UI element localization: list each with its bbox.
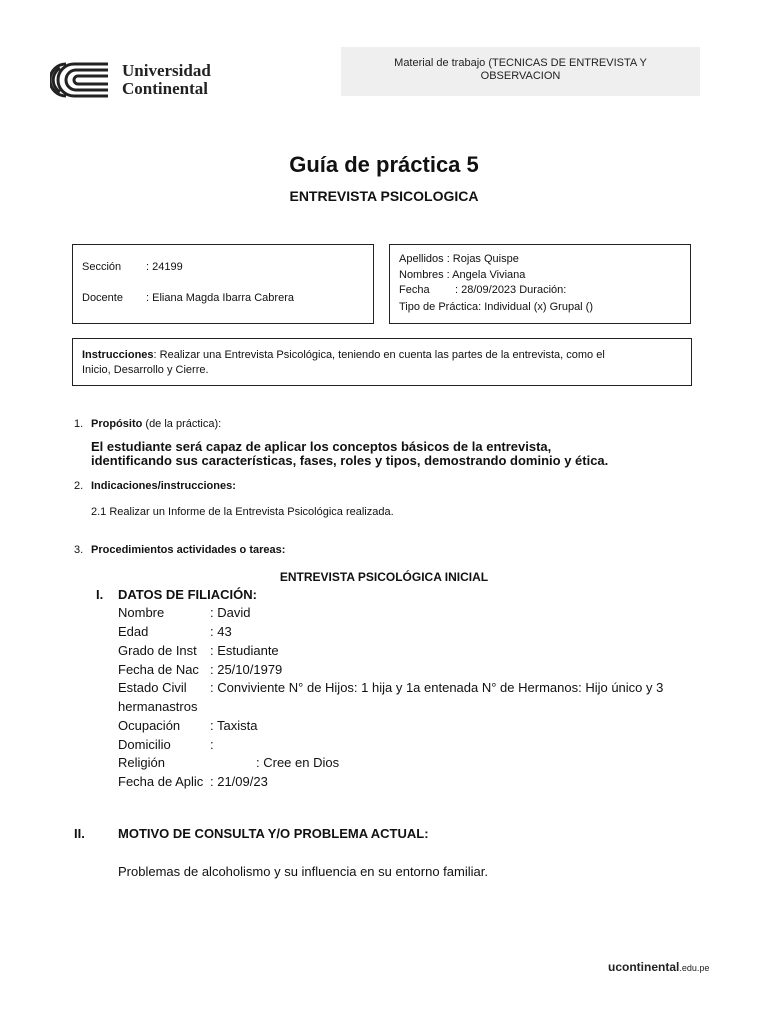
fecha-value: : 28/09/2023 Duración:	[455, 284, 567, 296]
section-1-suffix: (de la práctica):	[142, 418, 222, 430]
section-2-heading: Indicaciones/instrucciones:	[91, 480, 236, 492]
filiacion-row-value: : Estudiante	[210, 643, 279, 658]
filiacion-number: I.	[96, 587, 104, 602]
filiacion-row-label: Fecha de Nac	[118, 662, 199, 677]
filiacion-row-value: : 21/09/23	[210, 774, 268, 789]
filiacion-row-value: : Conviviente N° de Hijos: 1 hija y 1a entenada N° de Hermanos: Hijo único y 3	[210, 680, 664, 695]
interview-title: ENTREVISTA PSICOLÓGICA INICIAL	[279, 570, 489, 584]
fecha-label: Fecha	[399, 284, 430, 296]
university-logo	[50, 60, 230, 102]
continental-logo-icon	[50, 60, 110, 100]
nombres-field: Nombres : Angela Viviana	[399, 269, 526, 281]
section-2-number: 2.	[74, 480, 84, 492]
page-title: Guía de práctica 5	[289, 152, 479, 177]
docente-label: Docente	[82, 292, 123, 304]
filiacion-row-label: hermanastros	[118, 699, 198, 714]
filiacion-row-label: Nombre	[118, 605, 165, 620]
motivo-heading: MOTIVO DE CONSULTA Y/O PROBLEMA ACTUAL:	[118, 826, 429, 841]
filiacion-row-value: : Taxista	[210, 718, 258, 733]
filiacion-row-value: : 43	[210, 624, 232, 639]
filiacion-row-label: Ocupación	[118, 718, 181, 733]
tipo-value: Individual (x) Grupal ()	[481, 301, 594, 313]
section-3-number: 3.	[74, 544, 84, 556]
material-line-2: OBSERVACION	[480, 70, 561, 82]
section-2-item: 2.1 Realizar un Informe de la Entrevista Psicológica realizada.	[91, 506, 394, 518]
filiacion-row-value: : David	[210, 605, 251, 620]
filiacion-row-label: Estado Civil	[118, 680, 187, 695]
docente-value: : Eliana Magda Ibarra Cabrera	[146, 292, 294, 304]
section-1-number: 1.	[74, 418, 84, 430]
section-3-heading: Procedimientos actividades o tareas:	[91, 544, 286, 556]
purpose-text	[91, 440, 711, 468]
instructions-text-2: Inicio, Desarrollo y Cierre.	[82, 364, 209, 376]
footer-brand-domain: .edu.pe	[679, 963, 710, 973]
filiacion-heading: DATOS DE FILIACIÓN:	[118, 587, 257, 602]
filiacion-row-label: Grado de Inst	[118, 643, 197, 658]
filiacion-row-label: Domicilio	[118, 737, 171, 752]
tipo-label: Tipo de Práctica:	[399, 301, 482, 313]
instructions-label: Instrucciones	[82, 349, 154, 361]
material-line-1: Material de trabajo (TECNICAS DE ENTREVISTA Y	[394, 57, 647, 69]
filiacion-row-label: Edad	[118, 624, 149, 639]
logo-wordmark	[122, 62, 211, 98]
filiacion-row-value: : Cree en Dios	[256, 755, 340, 770]
filiacion-row-value: : 25/10/1979	[210, 662, 283, 677]
footer-brand-name: ucontinental	[608, 960, 680, 974]
motivo-number: II.	[74, 826, 85, 841]
instructions-text-1: : Realizar una Entrevista Psicológica, teniendo en cuenta las partes de la entrevista, como el	[153, 349, 605, 361]
filiacion-row-label: Fecha de Aplic	[118, 774, 204, 789]
apellidos-field: Apellidos : Rojas Quispe	[399, 253, 519, 265]
seccion-label: Sección	[82, 261, 122, 273]
filiacion-row-label: Religión	[118, 755, 165, 770]
logo-line-1: Universidad	[122, 61, 211, 80]
section-1-label: Propósito	[91, 418, 143, 430]
purpose-line-2: identificando sus características, fases, roles y tipos, demostrando dominio y ética.	[91, 453, 609, 468]
instructions-box	[72, 338, 692, 386]
course-info-box	[72, 244, 374, 324]
logo-line-2: Continental	[122, 79, 208, 98]
motivo-text: Problemas de alcoholismo y su influencia en su entorno familiar.	[118, 864, 488, 879]
seccion-value: : 24199	[146, 261, 183, 273]
material-header-box	[341, 47, 700, 96]
page-subtitle: ENTREVISTA PSICOLOGICA	[289, 188, 479, 204]
purpose-line-1: El estudiante será capaz de aplicar los conceptos básicos de la entrevista,	[91, 439, 552, 454]
student-info-box	[389, 244, 691, 324]
section-1-heading	[91, 418, 221, 430]
filiacion-row-value: :	[210, 737, 214, 752]
footer-brand	[608, 960, 709, 974]
